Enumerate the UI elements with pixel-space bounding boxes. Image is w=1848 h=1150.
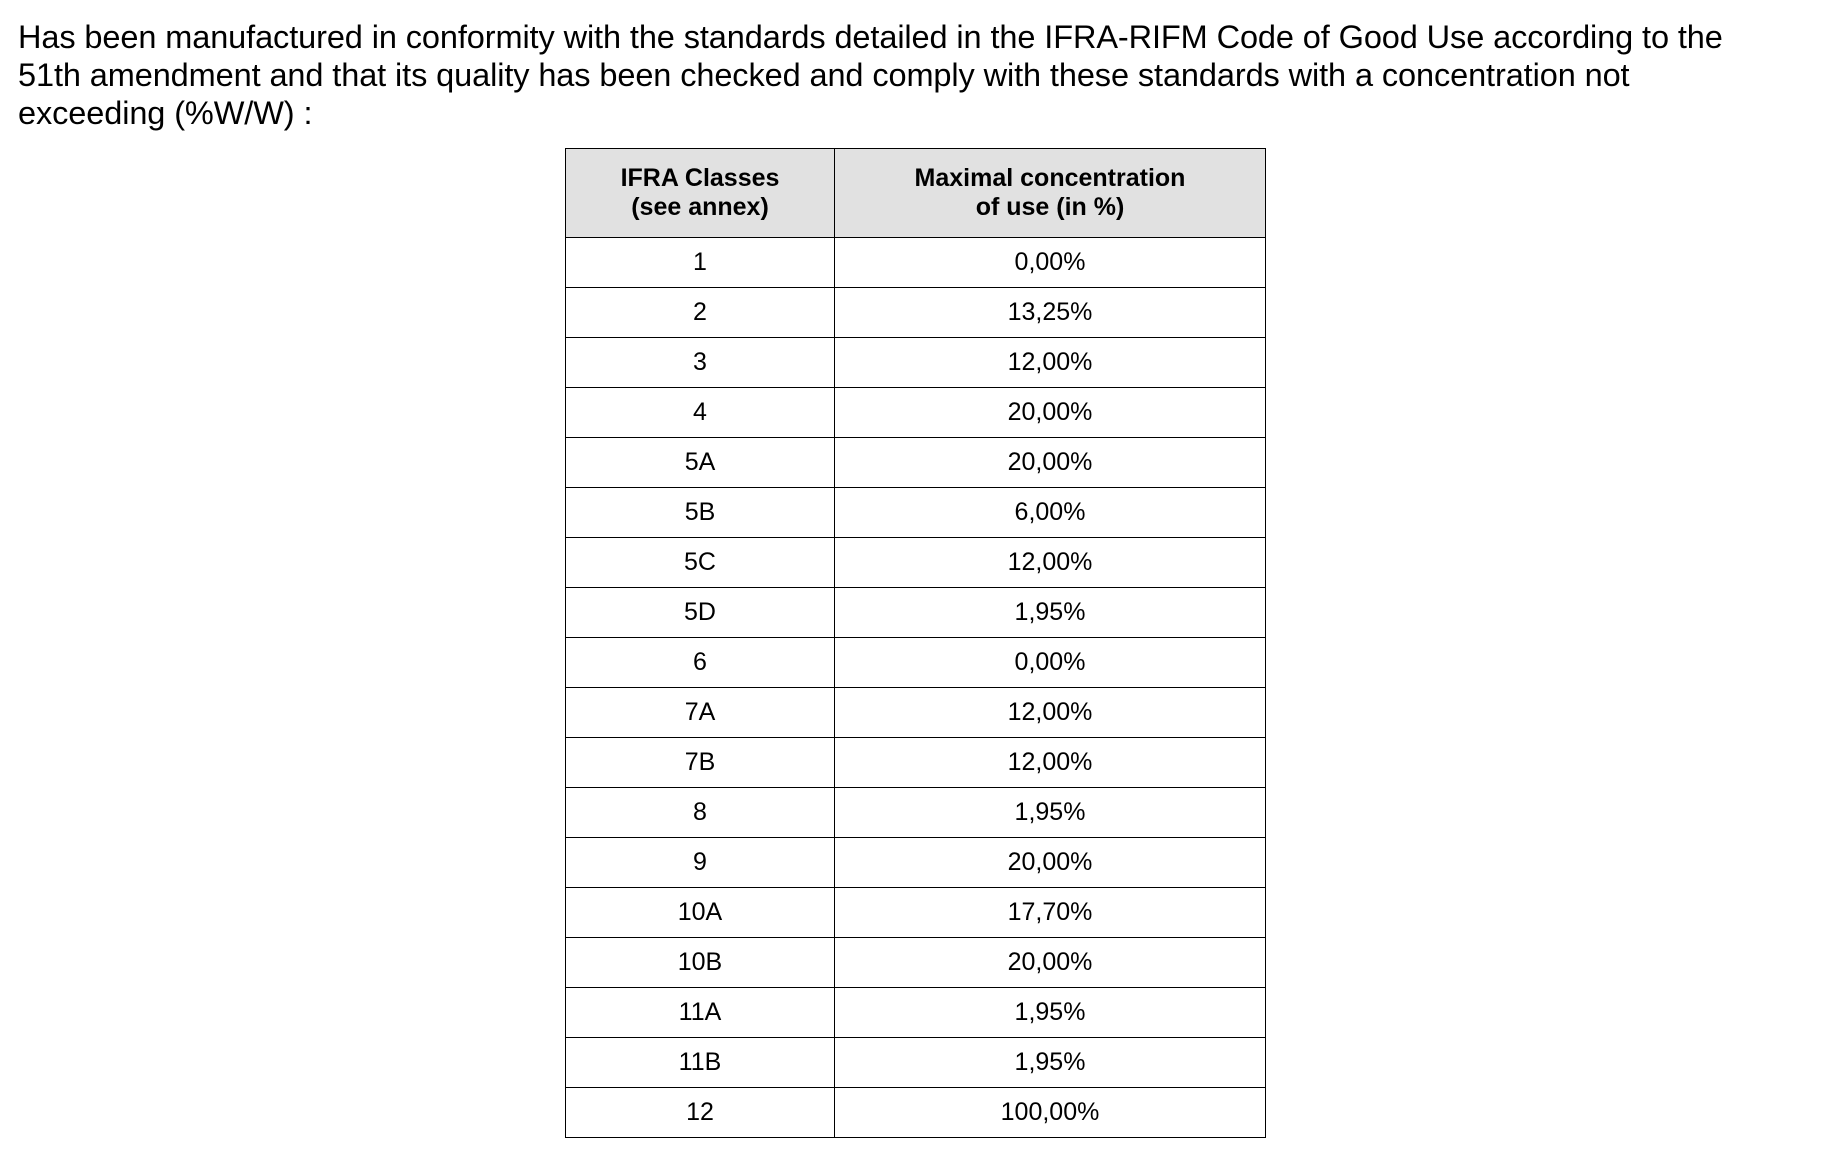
concentration-cell: 20,00%: [835, 388, 1266, 438]
concentration-cell: 20,00%: [835, 438, 1266, 488]
table-row: [566, 888, 1266, 938]
ifra-class-cell: 10A: [566, 888, 835, 938]
table-row: [566, 238, 1266, 288]
concentration-cell: 1,95%: [835, 788, 1266, 838]
intro-line-1: Has been manufactured in conformity with the standards detailed in the IFRA-RIFM Code of Good Use according to the: [18, 19, 1723, 55]
ifra-class-cell: 11B: [566, 1038, 835, 1088]
table-row: [566, 788, 1266, 838]
ifra-class-cell: 9: [566, 838, 835, 888]
ifra-class-cell: 10B: [566, 938, 835, 988]
table-row: [566, 1088, 1266, 1138]
concentration-cell: 1,95%: [835, 988, 1266, 1038]
ifra-class-cell: 3: [566, 338, 835, 388]
ifra-class-cell: 5D: [566, 588, 835, 638]
table-row: [566, 538, 1266, 588]
table-row: [566, 988, 1266, 1038]
ifra-class-cell: 5C: [566, 538, 835, 588]
concentration-cell: 13,25%: [835, 288, 1266, 338]
table-row: [566, 438, 1266, 488]
table-row: [566, 638, 1266, 688]
table-row: [566, 588, 1266, 638]
ifra-class-cell: 12: [566, 1088, 835, 1138]
ifra-class-cell: 7B: [566, 738, 835, 788]
concentration-cell: 0,00%: [835, 238, 1266, 288]
ifra-class-cell: 5B: [566, 488, 835, 538]
ifra-class-cell: 8: [566, 788, 835, 838]
table-row: [566, 388, 1266, 438]
concentration-cell: 17,70%: [835, 888, 1266, 938]
ifra-concentration-table: [565, 148, 1266, 1138]
concentration-cell: 20,00%: [835, 938, 1266, 988]
concentration-cell: 1,95%: [835, 1038, 1266, 1088]
ifra-class-cell: 1: [566, 238, 835, 288]
table-header-row: [566, 149, 1266, 238]
concentration-cell: 0,00%: [835, 638, 1266, 688]
concentration-cell: 12,00%: [835, 738, 1266, 788]
table-row: [566, 838, 1266, 888]
concentration-cell: 20,00%: [835, 838, 1266, 888]
concentration-cell: 100,00%: [835, 1088, 1266, 1138]
table-row: [566, 338, 1266, 388]
header-max-concentration: Maximal concentration of use (in %): [835, 149, 1266, 238]
table-row: [566, 488, 1266, 538]
ifra-class-cell: 4: [566, 388, 835, 438]
table-row: [566, 938, 1266, 988]
table-body: [566, 238, 1266, 1138]
intro-line-3: exceeding (%W/W) :: [18, 95, 313, 131]
ifra-class-cell: 5A: [566, 438, 835, 488]
table-row: [566, 288, 1266, 338]
concentration-cell: 1,95%: [835, 588, 1266, 638]
intro-line-2: 51th amendment and that its quality has been checked and comply with these standards with a concentration not: [18, 57, 1630, 93]
ifra-class-cell: 2: [566, 288, 835, 338]
concentration-cell: 12,00%: [835, 688, 1266, 738]
concentration-cell: 12,00%: [835, 338, 1266, 388]
header-ifra-classes: IFRA Classes (see annex): [566, 149, 835, 238]
table-row: [566, 738, 1266, 788]
ifra-class-cell: 6: [566, 638, 835, 688]
concentration-cell: 6,00%: [835, 488, 1266, 538]
ifra-class-cell: 7A: [566, 688, 835, 738]
ifra-class-cell: 11A: [566, 988, 835, 1038]
concentration-cell: 12,00%: [835, 538, 1266, 588]
table-row: [566, 688, 1266, 738]
intro-paragraph: [18, 18, 1833, 132]
table-row: [566, 1038, 1266, 1088]
